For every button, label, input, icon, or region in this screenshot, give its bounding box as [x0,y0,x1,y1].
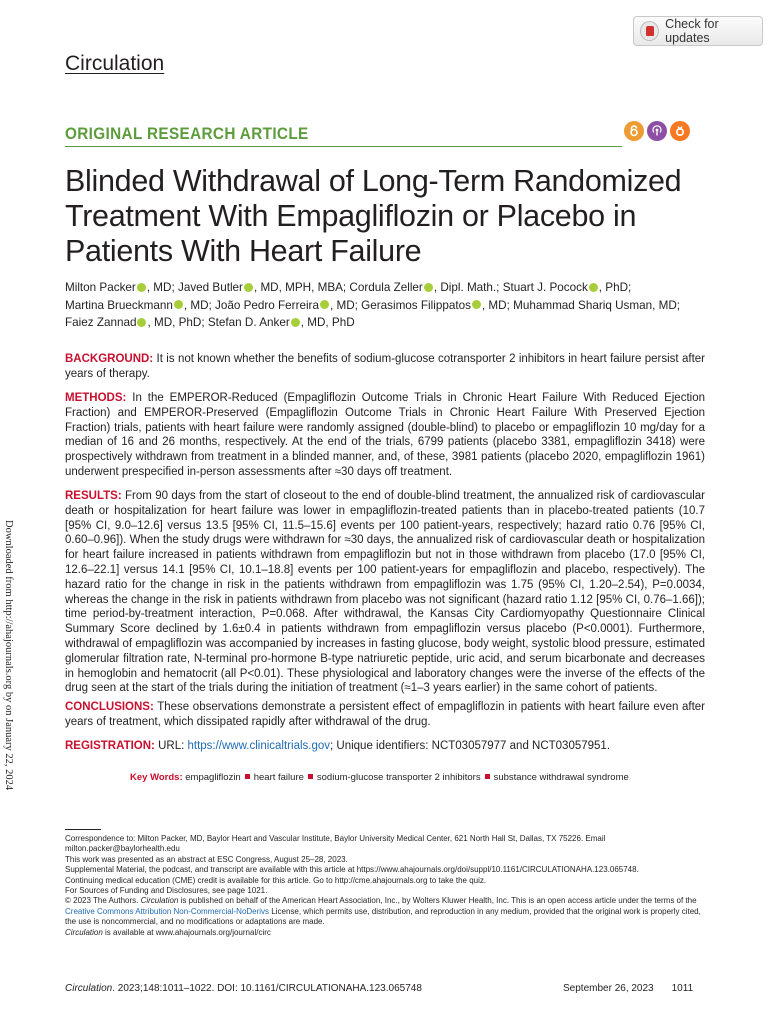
page-number: 1011 [671,983,694,994]
abstract-results [65,489,705,696]
orcid-icon[interactable] [137,318,146,327]
author-item: João Pedro Ferreira , MD; [215,298,358,312]
open-access-icon[interactable] [624,121,644,141]
keywords [130,772,629,783]
journal-name-link[interactable]: Circulation [65,52,165,75]
author-name: Faiez Zannad [65,316,137,329]
methods-label: METHODS: [65,392,127,404]
author-list [65,279,705,332]
correspondence-note: Correspondence to: Milton Packer, MD, Baylor Heart and Vascular Institute, Baylor University Medical Center, 621 North Hall St, Dallas, TX 75226. Email milton.packer@baylorhealth.edu [65,834,606,854]
author-name: Stefan D. Anker [207,316,290,329]
abstract-registration [65,739,705,754]
conclusions-text: These observations demonstrate a persistent effect of empagliflozin in patients with heart failure even after years of treatment, which dissipated rapidly after withdrawal of the drug. [65,701,705,728]
availability-note: Circulation is available at www.ahajournals.org/journal/circ [65,927,271,937]
keyword-separator [308,774,313,779]
abstract-background [65,352,705,382]
author-name: João Pedro Ferreira [215,298,319,312]
keyword-item: empagliflozin [185,772,241,783]
article-badges [624,121,690,141]
author-name: Gerasimos Filippatos [361,298,471,312]
article-type-rule [65,146,622,147]
author-item: Martina Brueckmann , MD; [65,298,212,312]
background-text: It is not known whether the benefits of sodium-glucose cotransporter 2 inhibitors in heart failure persist after years of therapy. [65,353,705,380]
license-link[interactable]: Creative Commons Attribution Non-Commercial-NoDerivs [65,906,270,916]
keyword-item: heart failure [253,772,304,783]
results-text: From 90 days from the start of closeout to the end of double-blind treatment, the annualized risk of cardiovascular death or hospitalization for heart failure was lower in empagliflozin-treated patients than in placebo-treated patients (10.7 [95% CI, 9.0–12.6] versus 13.5 [95% CI, 11.5–15.6] events per 100 patient-years, respectively; hazard ratio 0.76 [95% CI, 0.60–0.96]). When the study drugs were withdrawn for ≈30 days, the annualized risk of cardiovascular death or hospitalization for heart failure increased in patients withdrawn from empagliflozin but not in those withdrawn from placebo (17.0 [95% CI, 12.6–22.1] versus 14.1 [95% CI, 10.1–18.8] events per 100 patient-years for empagliflozin and placebo, respectively). The hazard ratio for the change in risk in the patients withdrawn from empagliflozin was 1.75 (95% CI, 1.20–2.54), P=0.0034, whereas the change in the risk in patients withdrawn from placebo was not significant (hazard ratio 1.12 [95% CI, 0.76–1.66]); time period-by-treatment interaction, P=0.068. After withdrawal, the Kansas City Cardiomyopathy Questionnaire Clinical Summary Score declined by 1.6±0.4 in patients withdrawn from empagliflozin versus placebo (P<0.0001). Furthermore, withdrawal of empagliflozin was accompanied by increases in fasting glucose, body weight, systolic blood pressure, estimated glomerular filtration rate, N-terminal pro-hormone B-type natriuretic peptide, uric acid, and serum bicarbonate and decreases in hemoglobin and hematocrit (all P<0.01). These physiological and laboratory changes were the inverse of the effects of the drug seen at the start of the trials during the initiation of treatment (≈1–3 years earlier) in the same cohort of patients. [65,490,705,695]
author-item: Milton Packer , MD; [65,281,175,294]
orcid-icon[interactable] [472,300,481,309]
footer-date-page [563,983,693,994]
orcid-icon[interactable] [174,300,183,309]
author-item: Cordula Zeller , Dipl. Math.; [349,281,500,294]
footnotes [65,834,710,938]
orcid-icon[interactable] [244,283,253,292]
registration-url-link[interactable]: https://www.clinicaltrials.gov [187,740,331,752]
author-name: Martina Brueckmann [65,298,173,312]
footer-citation [65,983,422,994]
results-label: RESULTS: [65,490,122,502]
author-item: Stefan D. Anker , MD, PhD [207,316,355,329]
author-item: Stuart J. Pocock , PhD; [502,281,632,294]
supplemental-note: Supplemental Material, the podcast, and transcript are available with this article at https://www.ahajournals.org/doi/suppl/10.1161/CIRCULATIONAHA.123.065748. [65,865,639,875]
author-name: Javed Butler [177,281,243,294]
keyword-separator [245,774,250,779]
footer-citation-text: . 2023;148:1011–1022. DOI: 10.1161/CIRCULATIONAHA.123.065748 [112,983,422,994]
author-item: Muhammad Shariq Usman, MD; [513,298,681,312]
registration-prefix: URL: [158,740,188,752]
orcid-icon[interactable] [137,283,146,292]
keyword-separator [485,774,490,779]
author-name: Cordula Zeller [349,281,423,294]
methods-text: In the EMPEROR-Reduced (Empagliflozin Outcome Trials in Chronic Heart Failure With Reduced Ejection Fraction) and EMPEROR-Preserved (Empagliflozin Outcome Trials in Chronic Heart Failure With Preserved Ejection Fraction) trials, patients with heart failure were randomly assigned (double-blind) to placebo or empagliflozin 10 mg/day for a median of 16 and 26 months, respectively. At the end of the trials, 6799 patients (placebo 3381, empagliflozin 3418) were prospectively withdrawn from treatment in a blinded manner, and, of these, 3981 patients (placebo 2020, empagliflozin 1961) underwent prespecified in-person assessments after ≈30 days off treatment. [65,392,705,478]
cme-note: Continuing medical education (CME) credit is available for this article. Go to http://cme.ahajournals.org to take the quiz. [65,875,487,885]
author-name: Stuart J. Pocock [502,281,588,294]
keyword-item: sodium-glucose transporter 2 inhibitors [316,772,481,783]
abstract-methods [65,391,705,480]
article-type-label: ORIGINAL RESEARCH ARTICLE [65,124,309,143]
orcid-icon[interactable] [320,300,329,309]
registration-label: REGISTRATION: [65,740,155,752]
author-name: Milton Packer [65,281,136,294]
download-notice: Downloaded from http://ahajournals.org by on January 22, 2024 [3,520,14,791]
keywords-label: Key Words: [130,772,183,783]
keyword-item: substance withdrawal syndrome [493,772,629,783]
check-for-updates-button[interactable] [633,16,763,46]
abstract-conclusions [65,700,705,730]
cme-icon[interactable] [670,121,690,141]
article-title: Blinded Withdrawal of Long-Term Randomized Treatment With Empagliflozin or Placebo in Patients With Heart Failure [65,164,682,268]
funding-note: For Sources of Funding and Disclosures, see page 1021. [65,886,268,896]
background-label: BACKGROUND: [65,353,154,365]
author-name: Muhammad Shariq Usman [513,298,653,312]
check-for-updates-label: Check for updates [665,17,719,45]
registration-suffix: ; Unique identifiers: NCT03057977 and NCT03057951. [330,740,611,752]
copyright-note: © 2023 The Authors. Circulation is published on behalf of the American Heart Association, Inc., by Wolters Kluwer Health, Inc. This is an open access article under the terms of the Creative Commons Attribution Non-Commercial-NoDerivs License, which permits use, distribution, and reproduction in any medium, provided that the original work is properly cited, the use is noncommercial, and no modifications or adaptations are made. [65,896,701,927]
conclusions-label: CONCLUSIONS: [65,701,154,713]
publication-date: September 26, 2023 [563,983,654,994]
presentation-note: This work was presented as an abstract at ESC Congress, August 25–28, 2023. [65,854,348,864]
check-for-updates-icon [640,21,659,41]
author-item: Faiez Zannad , MD, PhD; [65,316,205,329]
author-item: Javed Butler , MD, MPH, MBA; [177,281,347,294]
footnote-rule [65,829,101,830]
orcid-icon[interactable] [424,283,433,292]
orcid-icon[interactable] [291,318,300,327]
author-item: Gerasimos Filippatos , MD; [361,298,510,312]
podcast-icon[interactable] [647,121,667,141]
footer-journal: Circulation [65,983,113,994]
orcid-icon[interactable] [589,283,598,292]
